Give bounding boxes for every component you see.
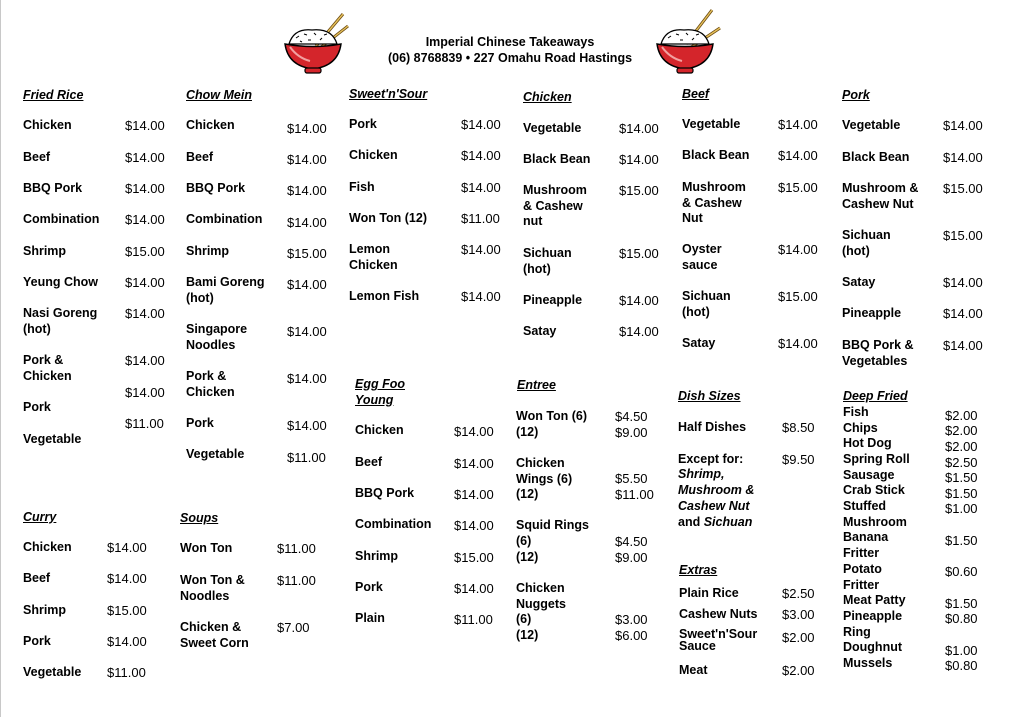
menu-item-name: Vegetable: [23, 665, 82, 679]
menu-item-price: $2.50: [945, 455, 978, 470]
menu-item-price: $14.00: [454, 424, 494, 439]
menu-item-name: Vegetable: [23, 432, 82, 446]
menu-item-price: $11.00: [287, 450, 326, 465]
menu-item-price: $0.80: [945, 611, 978, 626]
section-title-dish-sizes: Dish Sizes: [678, 389, 741, 403]
menu-item-price: $14.00: [287, 371, 327, 386]
menu-item-name: Chicken: [355, 423, 404, 437]
menu-item-price: $14.00: [461, 289, 501, 304]
menu-item-name: Won Ton (6): [516, 409, 588, 423]
menu-item-price: $2.00: [782, 663, 815, 678]
section-title-beef: Beef: [682, 87, 710, 101]
menu-item-price: $7.00: [277, 620, 310, 635]
restaurant-name: Imperial Chinese Takeaways: [425, 35, 595, 49]
menu-item-price: $14.00: [454, 518, 494, 533]
menu-item-name: Chicken: [349, 148, 398, 162]
menu-item-price: $14.00: [287, 418, 327, 433]
menu-item-name: BBQ Pork: [355, 486, 415, 500]
menu-item-price: $1.00: [945, 643, 978, 658]
menu-item-price: $14.00: [943, 275, 983, 290]
menu-item-price: $14.00: [778, 117, 818, 132]
menu-item-name: Won Ton & Noodles: [180, 573, 245, 603]
menu-item-name: Pork & Chicken: [186, 369, 235, 399]
menu-item-name: Sausage: [843, 468, 895, 482]
menu-item-name: Pork: [349, 117, 377, 131]
menu-item-name: Pork: [186, 416, 214, 430]
menu-item-price: $14.00: [107, 540, 147, 555]
dish-size-exception-sichuan: Sichuan: [703, 515, 753, 529]
menu-item-name: Vegetable: [186, 447, 245, 461]
dish-size-exception: Mushroom &: [678, 483, 755, 497]
menu-item-name: Sichuan (hot): [842, 228, 891, 258]
menu-item-name: Lemon Chicken: [349, 242, 398, 272]
menu-item-name: Mussels: [843, 656, 893, 670]
menu-item-name: Plain: [355, 611, 385, 625]
menu-item-name: Vegetable: [682, 117, 741, 131]
menu-item-price: $14.00: [287, 121, 327, 136]
section-title-entree: Entree: [517, 378, 556, 392]
menu-item-price: $14.00: [461, 180, 501, 195]
menu-item-name: Sweet'n'Sour Sauce: [679, 627, 758, 653]
menu-item-name: Beef: [23, 571, 51, 585]
menu-item-name: Combination: [23, 212, 100, 226]
section-title-sweet-sour: Sweet'n'Sour: [349, 87, 428, 101]
menu-item-name: Meat: [679, 663, 708, 677]
menu-item-name: Yeung Chow: [23, 275, 98, 289]
menu-item-name: Black Bean: [682, 148, 750, 162]
dish-size-price: $8.50: [782, 420, 815, 435]
menu-item-name: Shrimp: [186, 244, 230, 258]
menu-item-name: Black Bean: [523, 152, 591, 166]
menu-item-price: $14.00: [619, 324, 659, 339]
menu-item-price: $14.00: [461, 242, 501, 257]
menu-item-price: $1.00: [945, 501, 978, 516]
menu-item-name: Beef: [186, 150, 214, 164]
menu-item-price: $14.00: [778, 148, 818, 163]
section-title-pork: Pork: [842, 88, 870, 102]
menu-item-price: $2.50: [782, 586, 815, 601]
menu-item-name: Chicken: [23, 118, 72, 132]
restaurant-address: (06) 8768839 • 227 Omahu Road Hastings: [387, 51, 633, 65]
menu-item-price: $14.00: [943, 306, 983, 321]
menu-item-name: Vegetable: [523, 121, 582, 135]
menu-item-price: $4.50: [615, 409, 648, 424]
menu-item-price: $15.00: [125, 244, 165, 259]
dish-size-exception: Cashew Nut: [678, 499, 750, 513]
menu-item-price: $14.00: [125, 275, 165, 290]
menu-item-name: Potato Fritter: [843, 562, 882, 592]
menu-item-name: Satay: [523, 324, 557, 338]
menu-item-name: Hot Dog: [843, 436, 892, 450]
menu-item-price: $11.00: [454, 612, 493, 627]
menu-item-name: Pineapple: [523, 293, 583, 307]
menu-item-name: Won Ton: [180, 541, 233, 555]
menu-item-name: Combination: [186, 212, 263, 226]
menu-item-name: Beef: [23, 150, 51, 164]
menu-item-price: $3.00: [782, 607, 815, 622]
menu-item-price: $14.00: [107, 634, 147, 649]
menu-item-price: $14.00: [619, 121, 659, 136]
menu-item-name: Spring Roll: [843, 452, 910, 466]
menu-item-price: $11.00: [277, 573, 316, 588]
menu-item-price: $14.00: [125, 385, 165, 400]
menu-item-name: Nasi Goreng (hot): [23, 306, 98, 336]
menu-item-price: $1.50: [945, 533, 978, 548]
menu-item-price: $15.00: [778, 289, 818, 304]
menu-item-price: $0.60: [945, 564, 978, 579]
menu-item-price: $14.00: [619, 293, 659, 308]
dish-size-name: Half Dishes: [678, 420, 747, 434]
section-title-egg-foo-young: Egg Foo Young: [355, 377, 405, 407]
menu-item-price: $14.00: [619, 152, 659, 167]
menu-item-name: Combination: [355, 517, 432, 531]
menu-item-name: Bami Goreng (hot): [186, 275, 265, 305]
menu-item-price: $11.00: [615, 487, 654, 502]
menu-item-name: Chips: [843, 421, 878, 435]
menu-item-price: $14.00: [125, 150, 165, 165]
menu-item-price: $14.00: [125, 181, 165, 196]
menu-item-price: $14.00: [107, 571, 147, 586]
menu-item-price: $11.00: [277, 541, 316, 556]
section-title-extras: Extras: [679, 563, 718, 577]
menu-item-price: $14.00: [287, 215, 327, 230]
section-title-deep-fried: Deep Fried: [843, 389, 908, 403]
menu-item-price: $14.00: [778, 242, 818, 257]
menu-item-price: $15.00: [943, 181, 983, 196]
menu-item-price: $14.00: [454, 487, 494, 502]
dish-size-name: Except for:: [678, 452, 744, 466]
menu-item-name: Squid Rings (6): [516, 518, 589, 548]
menu-item-price: $3.00: [615, 612, 648, 627]
menu-item-name: Beef: [355, 455, 383, 469]
menu-item-price: $14.00: [943, 150, 983, 165]
menu-item-price: $5.50: [615, 471, 648, 486]
menu-item-name: Pork: [355, 580, 383, 594]
menu-item-price: $14.00: [461, 117, 501, 132]
menu-item-price: $15.00: [619, 183, 659, 198]
section-title-soups: Soups: [180, 511, 219, 525]
menu-item-portion: (12): [516, 628, 539, 642]
menu-item-price: $14.00: [287, 277, 327, 292]
menu-item-name: Shrimp: [23, 244, 67, 258]
menu-item-name: Shrimp: [23, 603, 67, 617]
menu-item-name: Shrimp: [355, 549, 399, 563]
menu-item-price: $2.00: [945, 423, 978, 438]
menu-item-name: Sichuan (hot): [682, 289, 731, 319]
menu-item-price: $11.00: [125, 416, 164, 431]
rice-bowl-icon: [652, 8, 722, 78]
menu-item-portion: (12): [516, 425, 539, 439]
menu-item-name: Won Ton (12): [349, 211, 427, 225]
menu-item-name: BBQ Pork: [186, 181, 246, 195]
menu-item-name: Stuffed Mushroom: [843, 499, 907, 529]
menu-item-name: Fish: [349, 180, 375, 194]
menu-item-portion: (12): [516, 550, 539, 564]
dish-size-exception: Shrimp,: [678, 467, 725, 481]
menu-item-name: Banana Fritter: [843, 530, 889, 560]
menu-item-name: Mushroom & Cashew Nut: [682, 180, 746, 225]
section-title-fried-rice: Fried Rice: [23, 88, 84, 102]
dish-size-price: $9.50: [782, 452, 815, 467]
menu-item-name: Plain Rice: [679, 586, 739, 600]
section-title-chow-mein: Chow Mein: [186, 88, 252, 102]
menu-item-name: BBQ Pork: [23, 181, 83, 195]
dish-size-exception-and: and: [678, 515, 701, 529]
menu-item-price: $1.50: [945, 596, 978, 611]
menu-item-name: Pineapple: [842, 306, 902, 320]
menu-item-price: $14.00: [454, 456, 494, 471]
menu-item-price: $1.50: [945, 486, 978, 501]
menu-item-price: $2.00: [945, 408, 978, 423]
menu-item-name: Doughnut: [843, 640, 903, 654]
menu-item-name: Black Bean: [842, 150, 910, 164]
menu-item-price: $14.00: [125, 212, 165, 227]
dish-size-exception: [678, 515, 752, 531]
menu-item-name: Pork & Chicken: [23, 353, 72, 383]
menu-item-price: $2.00: [782, 630, 815, 645]
menu-item-name: Satay: [682, 336, 716, 350]
menu-item-price: $6.00: [615, 628, 648, 643]
rice-bowl-icon: [280, 10, 350, 80]
page-left-border: [0, 0, 1, 717]
menu-item-price: $14.00: [125, 118, 165, 133]
menu-item-portion: (12): [516, 487, 539, 501]
menu-item-price: $15.00: [107, 603, 147, 618]
menu-item-price: $9.00: [615, 550, 648, 565]
menu-header: [360, 34, 660, 66]
menu-item-price: $9.00: [615, 425, 648, 440]
section-title-curry: Curry: [23, 510, 57, 524]
menu-item-name: Cashew Nuts: [679, 607, 758, 621]
menu-item-name: Crab Stick: [843, 483, 905, 497]
menu-item-name: Meat Patty: [843, 593, 906, 607]
menu-item-name: BBQ Pork & Vegetables: [842, 338, 914, 368]
menu-item-price: $14.00: [287, 324, 327, 339]
menu-item-name: Satay: [842, 275, 876, 289]
menu-item-name: Chicken Wings (6): [516, 456, 573, 486]
menu-item-name: Chicken: [186, 118, 235, 132]
menu-item-price: $14.00: [461, 148, 501, 163]
menu-item-price: $14.00: [125, 306, 165, 321]
menu-item-price: $14.00: [943, 118, 983, 133]
menu-item-name: Oyster sauce: [682, 242, 722, 272]
menu-item-name: Sichuan (hot): [523, 246, 572, 276]
menu-item-name: Fish: [843, 405, 869, 419]
menu-item-name: Pork: [23, 400, 51, 414]
menu-item-name: Chicken Nuggets (6): [516, 581, 566, 626]
menu-item-name: Pineapple Ring: [843, 609, 903, 639]
menu-item-price: $4.50: [615, 534, 648, 549]
menu-item-price: $15.00: [943, 228, 983, 243]
menu-item-name: Mushroom & Cashew nut: [523, 183, 587, 228]
menu-item-name: Mushroom & Cashew Nut: [842, 181, 919, 211]
menu-item-price: $11.00: [107, 665, 146, 680]
menu-item-price: $0.80: [945, 658, 978, 673]
menu-item-price: $15.00: [287, 246, 327, 261]
menu-item-price: $15.00: [454, 550, 494, 565]
menu-item-price: $11.00: [461, 211, 500, 226]
menu-item-name: Lemon Fish: [349, 289, 420, 303]
menu-item-price: $15.00: [619, 246, 659, 261]
menu-item-name: Vegetable: [842, 118, 901, 132]
menu-item-price: $15.00: [778, 180, 818, 195]
menu-item-price: $14.00: [125, 353, 165, 368]
menu-item-price: $14.00: [454, 581, 494, 596]
menu-item-price: $14.00: [943, 338, 983, 353]
menu-item-name: Singapore Noodles: [186, 322, 248, 352]
section-title-chicken: Chicken: [523, 90, 572, 104]
menu-item-price: $14.00: [287, 152, 327, 167]
menu-item-name: Chicken & Sweet Corn: [180, 620, 249, 650]
menu-item-price: $2.00: [945, 439, 978, 454]
menu-item-price: $14.00: [778, 336, 818, 351]
menu-item-price: $1.50: [945, 470, 978, 485]
menu-item-name: Chicken: [23, 540, 72, 554]
menu-item-name: Pork: [23, 634, 51, 648]
menu-item-price: $14.00: [287, 183, 327, 198]
